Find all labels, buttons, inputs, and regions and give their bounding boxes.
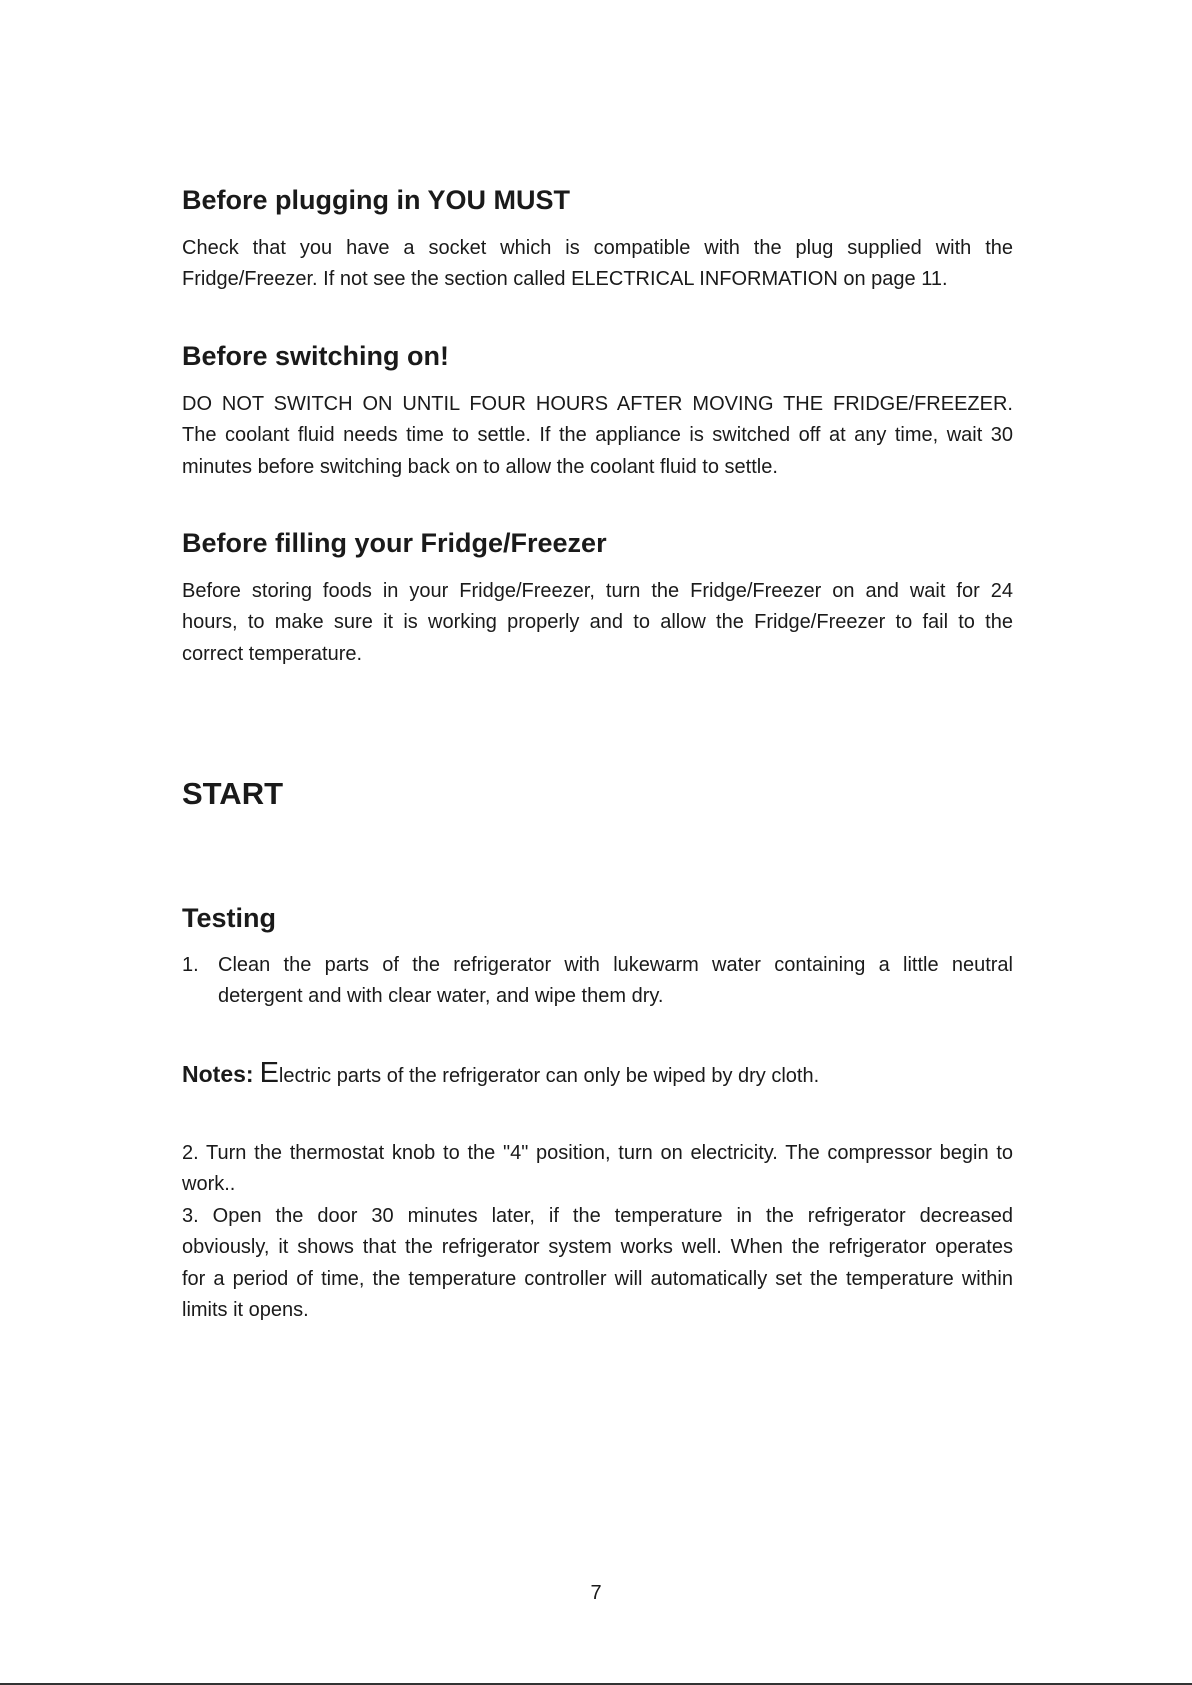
paragraph-step-2 bbox=[182, 1138, 1013, 1201]
text-line: hours, to make sure it is working properly and to allow the Fridge/Freezer to fail to the bbox=[182, 611, 1013, 634]
text-line: DO NOT SWITCH ON UNTIL FOUR HOURS AFTER MOVING THE FRIDGE/FREEZER. bbox=[182, 393, 1013, 415]
notes-initial-letter: E bbox=[259, 1057, 279, 1089]
notes bbox=[182, 1057, 1013, 1090]
paragraph-before-switching bbox=[182, 389, 1013, 483]
paragraph-before-filling bbox=[182, 576, 1013, 670]
text-line: detergent and with clear water, and wipe them dry. bbox=[218, 985, 664, 1008]
text-line: The coolant fluid needs time to settle. If the appliance is switched off at any time, wait 30 bbox=[182, 424, 1013, 447]
notes-text: lectric parts of the refrigerator can only be wiped by dry cloth. bbox=[278, 1065, 820, 1087]
text-line: minutes before switching back on to allow the coolant fluid to settle. bbox=[182, 455, 778, 478]
text-line: for a period of time, the temperature controller will automatically set the temperature within bbox=[182, 1267, 1013, 1290]
text-line: 3. Open the door 30 minutes later, if the temperature in the refrigerator decreased bbox=[182, 1205, 1013, 1227]
heading-start: START bbox=[182, 776, 284, 811]
manual-page bbox=[182, 0, 1013, 1685]
heading-before-filling: Before filling your Fridge/Freezer bbox=[182, 528, 607, 558]
list-item-text bbox=[218, 950, 1013, 1013]
text-line: Check that you have a socket which is compatible with the plug supplied with the bbox=[182, 237, 1013, 259]
text-line: Clean the parts of the refrigerator with lukewarm water containing a little neutral bbox=[218, 954, 1013, 976]
heading-before-switching: Before switching on! bbox=[182, 341, 450, 371]
notes-label: Notes: bbox=[182, 1061, 254, 1087]
text-line: Before storing foods in your Fridge/Freezer, turn the Fridge/Freezer on and wait for 24 bbox=[182, 580, 1013, 602]
text-line: obviously, it shows that the refrigerator system works well. When the refrigerator operates bbox=[182, 1236, 1013, 1259]
page-number: 7 bbox=[590, 1582, 602, 1604]
list-item bbox=[182, 950, 1013, 1013]
heading-testing: Testing bbox=[182, 903, 276, 933]
text-line: limits it opens. bbox=[182, 1298, 309, 1321]
text-line: work.. bbox=[182, 1173, 236, 1196]
text-line: 2. Turn the thermostat knob to the "4" position, turn on electricity. The compressor begin to bbox=[182, 1142, 1013, 1164]
list-number: 1. bbox=[182, 954, 199, 976]
paragraph-before-plugging bbox=[182, 233, 1013, 296]
heading-before-plugging: Before plugging in YOU MUST bbox=[182, 185, 570, 215]
text-line: Fridge/Freezer. If not see the section called ELECTRICAL INFORMATION on page 11. bbox=[182, 268, 948, 291]
paragraph-step-3 bbox=[182, 1201, 1013, 1326]
text-line: correct temperature. bbox=[182, 642, 363, 665]
